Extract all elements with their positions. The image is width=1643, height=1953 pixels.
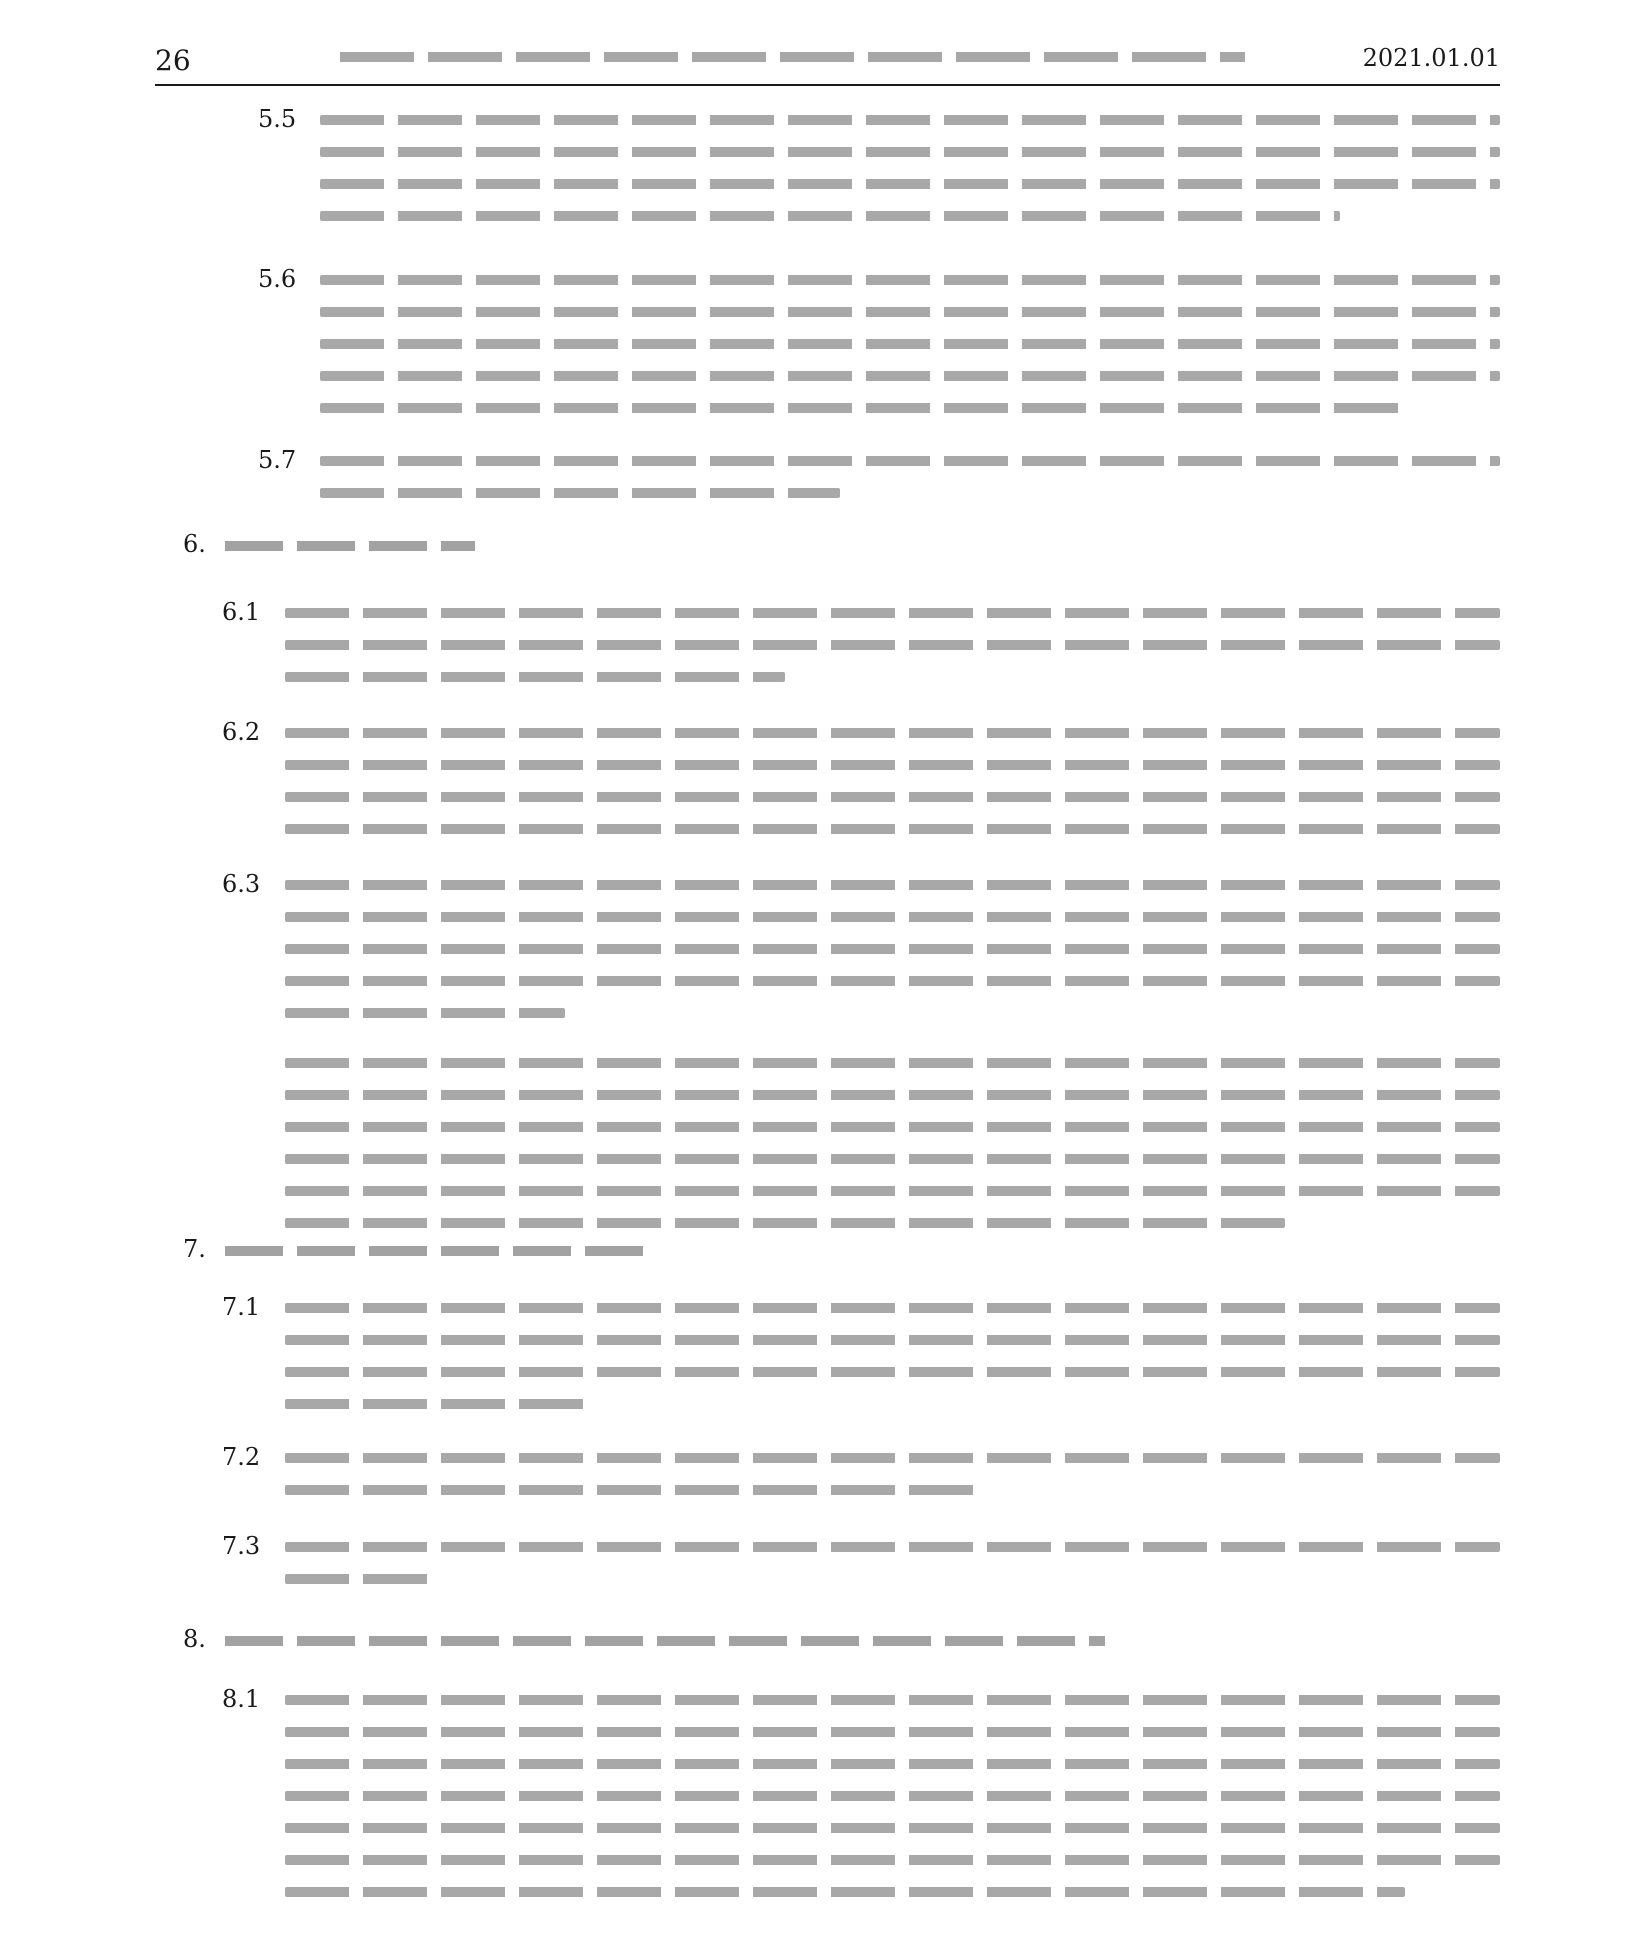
paragraph (285, 1530, 1500, 1595)
header-title-placeholder (340, 52, 1245, 62)
paragraph (285, 596, 1500, 696)
section-number: 6.2 (222, 718, 261, 746)
paragraph (285, 1441, 1500, 1506)
heading-placeholder (225, 1636, 1105, 1646)
paragraph (285, 1291, 1500, 1421)
note-paragraph (285, 1046, 1500, 1236)
paragraph (320, 103, 1500, 233)
heading-placeholder (225, 1246, 645, 1256)
section-number: 7. (183, 1235, 206, 1263)
header-rule (155, 84, 1500, 86)
paragraph (285, 1683, 1500, 1913)
heading-placeholder (225, 541, 475, 551)
paragraph (285, 716, 1500, 846)
section-number: 5.5 (258, 105, 297, 133)
section-number: 8.1 (222, 1685, 261, 1713)
section-number: 7.3 (222, 1532, 261, 1560)
paragraph (285, 868, 1500, 1028)
section-number: 6.3 (222, 870, 261, 898)
paragraph (320, 444, 1500, 509)
paragraph (320, 263, 1500, 428)
section-number: 7.2 (222, 1443, 261, 1471)
section-number: 8. (183, 1625, 206, 1653)
section-number: 6. (183, 530, 206, 558)
section-number: 5.7 (258, 446, 297, 474)
section-number: 7.1 (222, 1293, 261, 1321)
page-header (155, 36, 1500, 86)
section-number: 5.6 (258, 265, 297, 293)
header-date: 2021.01.01 (1362, 44, 1500, 72)
section-number: 6.1 (222, 598, 261, 626)
page-number: 26 (155, 44, 191, 77)
